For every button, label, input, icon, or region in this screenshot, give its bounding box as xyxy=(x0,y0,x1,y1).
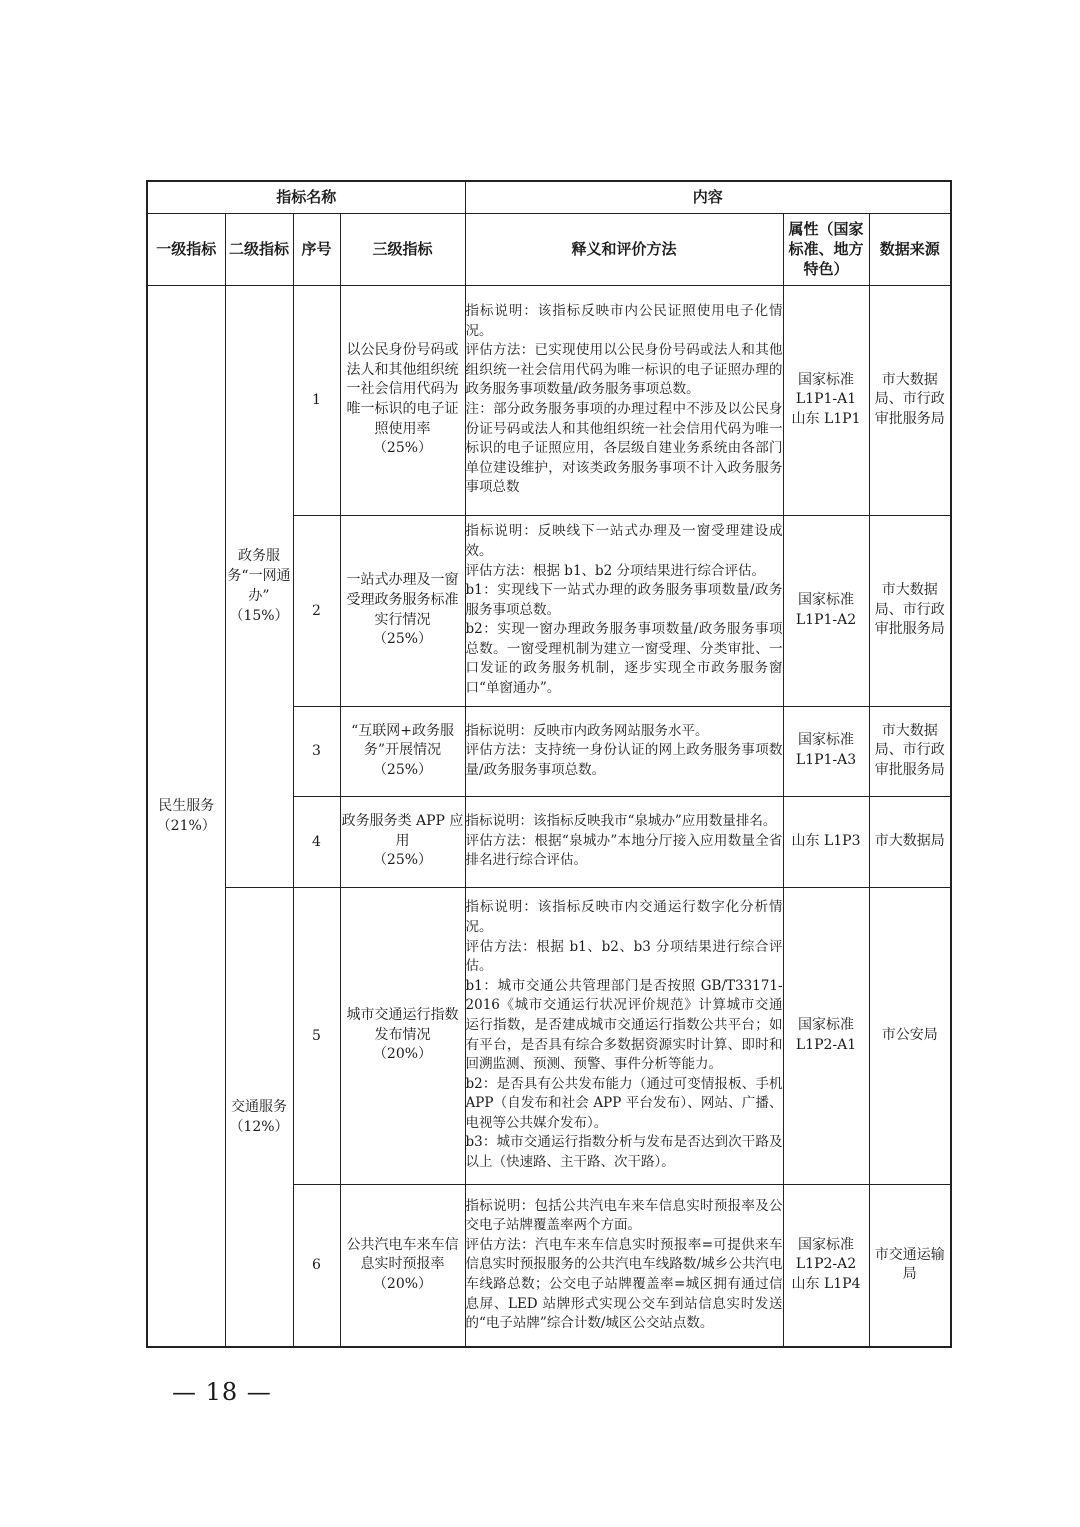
method-line: 指标说明：反映市内政务网站服务水平。 xyxy=(465,722,709,739)
method-line: 评估方法：汽电车来车信息实时预报率=可提供来车信息实时预报服务的公共汽电车线路数/城乡公共汽电车线路总数；公交电子站牌覆盖率=城区拥有通过信息屏、LED 站牌形式实现公交车到站信息实时发送的“电子站牌”综合计数/城区公交站点数。 xyxy=(465,1236,783,1332)
level3-cell xyxy=(340,515,465,706)
attribute-cell xyxy=(783,1184,869,1347)
method-line: 评估方法：根据“泉城办”本地分厅接入应用数量全省排名进行综合评估。 xyxy=(465,832,783,869)
attribute-cell xyxy=(783,285,869,515)
attribute-line: 国家标准 xyxy=(798,591,855,608)
attribute-line: 山东 L1P3 xyxy=(791,832,861,849)
seq-cell: 4 xyxy=(293,796,340,887)
attribute-line: 国家标准 xyxy=(798,732,855,749)
header-seq: 序号 xyxy=(293,213,340,285)
level3-name: “互联网+政务服务”开展情况 xyxy=(351,722,454,759)
level2-cell xyxy=(225,887,293,1347)
method-line: b1：城市交通公共管理部门是否按照 GB/T33171-2016《城市交通运行状况评价规范》计算城市交通运行指数，是否建成城市交通运行指数公共平台；如有平台，是否具有综合多数据资源实时计算、即时和回溯监测、预测、预警、事件分析等能力。 xyxy=(465,977,783,1073)
attribute-line: 山东 L1P4 xyxy=(791,1276,861,1293)
method-cell xyxy=(465,285,783,515)
attribute-line: L1P2-A2 xyxy=(795,1256,857,1273)
source-cell: 市公安局 xyxy=(869,887,951,1184)
header-indicator-name: 指标名称 xyxy=(147,181,465,213)
method-line: 指标说明：该指标反映市内交通运行数字化分析情况。 xyxy=(465,899,783,935)
level3-cell xyxy=(340,706,465,796)
table-row xyxy=(147,285,951,515)
method-line: 指标说明：该指标反映市内公民证照使用电子化情况。 xyxy=(465,303,783,339)
header-level2: 二级指标 xyxy=(225,213,293,285)
level3-name: 公共汽电车来车信息实时预报率 xyxy=(346,1236,459,1273)
seq-cell: 3 xyxy=(293,706,340,796)
source-cell: 市大数据局、市行政审批服务局 xyxy=(869,285,951,515)
source-cell: 市大数据局、市行政审批服务局 xyxy=(869,706,951,796)
level2-weight: （12%） xyxy=(229,1118,289,1135)
method-cell xyxy=(465,706,783,796)
method-line: b2：是否具有公共发布能力（通过可变情报板、手机 APP（自发布和社会 APP 平台发布）、网站、广播、电视等公共媒介发布）。 xyxy=(465,1075,783,1131)
seq-cell: 6 xyxy=(293,1184,340,1347)
method-cell xyxy=(465,796,783,887)
method-line: b3：城市交通运行指数分析与发布是否达到次干路及以上（快速路、主干路、次干路）。 xyxy=(465,1134,783,1171)
level3-cell xyxy=(340,285,465,515)
header-content: 内容 xyxy=(465,181,951,213)
seq-cell: 5 xyxy=(293,887,340,1184)
source-cell: 市大数据局 xyxy=(869,796,951,887)
attribute-line: L1P2-A1 xyxy=(795,1036,857,1053)
level3-name: 以公民身份号码或法人和其他组织统一社会信用代码为唯一标识的电子证照使用率 xyxy=(346,342,459,437)
method-line: 指标说明：反映线下一站式办理及一窗受理建设成效。 xyxy=(465,523,783,559)
method-line: 评估方法：已实现使用以公民身份号码或法人和其他组织统一社会信用代码为唯一标识的电子证照办理的政务服务事项数量/政务服务事项总数。 xyxy=(465,342,783,398)
method-line: 注：部分政务服务事项的办理过程中不涉及以公民身份证号码或法人和其他组织统一社会信用代码为唯一标识的电子证照应用，各层级自建业务系统由各部门单位建设维护，对该类政务服务事项不计入政务服务事项总数 xyxy=(465,401,783,496)
level2-cell xyxy=(225,285,293,887)
attribute-cell xyxy=(783,515,869,706)
source-cell: 市交通运输局 xyxy=(869,1184,951,1347)
level3-weight: （25%） xyxy=(372,761,433,778)
level3-cell xyxy=(340,796,465,887)
header-attribute: 属性（国家标准、地方特色） xyxy=(783,213,869,285)
level1-weight: （21%） xyxy=(156,817,216,834)
method-line: b2：实现一窗办理政务服务事项数量/政务服务事项总数。一窗受理机制为建立一窗受理、分类审批、一口发证的政务服务机制，逐步实现全市政务服务窗口“单窗通办”。 xyxy=(465,621,783,697)
attribute-line: L1P1-A3 xyxy=(795,752,857,768)
level3-weight: （25%） xyxy=(372,440,433,457)
header-level3: 三级指标 xyxy=(340,213,465,285)
source-cell: 市大数据局、市行政审批服务局 xyxy=(869,515,951,706)
method-line: b1：实现线下一站式办理的政务服务事项数量/政务服务事项总数。 xyxy=(465,582,783,618)
attribute-line: 山东 L1P1 xyxy=(791,410,861,427)
attribute-line: 国家标准 xyxy=(798,371,855,388)
level3-weight: （20%） xyxy=(372,1276,433,1293)
level3-weight: （25%） xyxy=(372,631,433,648)
method-cell xyxy=(465,515,783,706)
level2-label: 交通服务 xyxy=(231,1098,287,1115)
method-line: 指标说明：该指标反映我市“泉城办”应用数量排名。 xyxy=(465,813,777,830)
level3-cell xyxy=(340,1184,465,1347)
method-cell xyxy=(465,887,783,1184)
attribute-cell xyxy=(783,887,869,1184)
attribute-line: 国家标准 xyxy=(798,1236,855,1253)
header-level1: 一级指标 xyxy=(147,213,225,285)
method-cell xyxy=(465,1184,783,1347)
attribute-line: 国家标准 xyxy=(798,1016,855,1033)
page-number: — 18 — xyxy=(172,1378,272,1406)
level3-cell xyxy=(340,887,465,1184)
level2-label: 政务服务“一网通办” xyxy=(227,548,291,604)
level2-weight: （15%） xyxy=(229,608,289,624)
level3-weight: （25%） xyxy=(372,852,433,869)
level1-cell xyxy=(147,285,225,1347)
method-line: 评估方法：根据 b1、b2、b3 分项结果进行综合评估。 xyxy=(465,938,783,975)
level1-label: 民生服务 xyxy=(158,797,215,814)
method-line: 评估方法：根据 b1、b2 分项结果进行综合评估。 xyxy=(465,562,766,579)
index-table xyxy=(146,180,952,1348)
header-method: 释义和评价方法 xyxy=(465,213,783,285)
attribute-cell xyxy=(783,706,869,796)
seq-cell: 2 xyxy=(293,515,340,706)
level3-name: 政务服务类 APP 应用 xyxy=(341,813,464,849)
header-source: 数据来源 xyxy=(869,213,951,285)
method-line: 指标说明：包括公共汽电车来车信息实时预报率及公交电子站牌覆盖率两个方面。 xyxy=(465,1197,783,1234)
attribute-cell xyxy=(783,796,869,887)
level3-name: 城市交通运行指数发布情况 xyxy=(346,1007,459,1043)
level3-name: 一站式办理及一窗受理政务服务标准实行情况 xyxy=(346,572,459,628)
table-row xyxy=(147,887,951,1184)
attribute-line: L1P1-A1 xyxy=(795,391,857,408)
level3-weight: （20%） xyxy=(372,1046,433,1063)
attribute-line: L1P1-A2 xyxy=(795,611,857,628)
seq-cell: 1 xyxy=(293,285,340,515)
method-line: 评估方法：支持统一身份认证的网上政务服务事项数量/政务服务事项总数。 xyxy=(465,742,783,778)
